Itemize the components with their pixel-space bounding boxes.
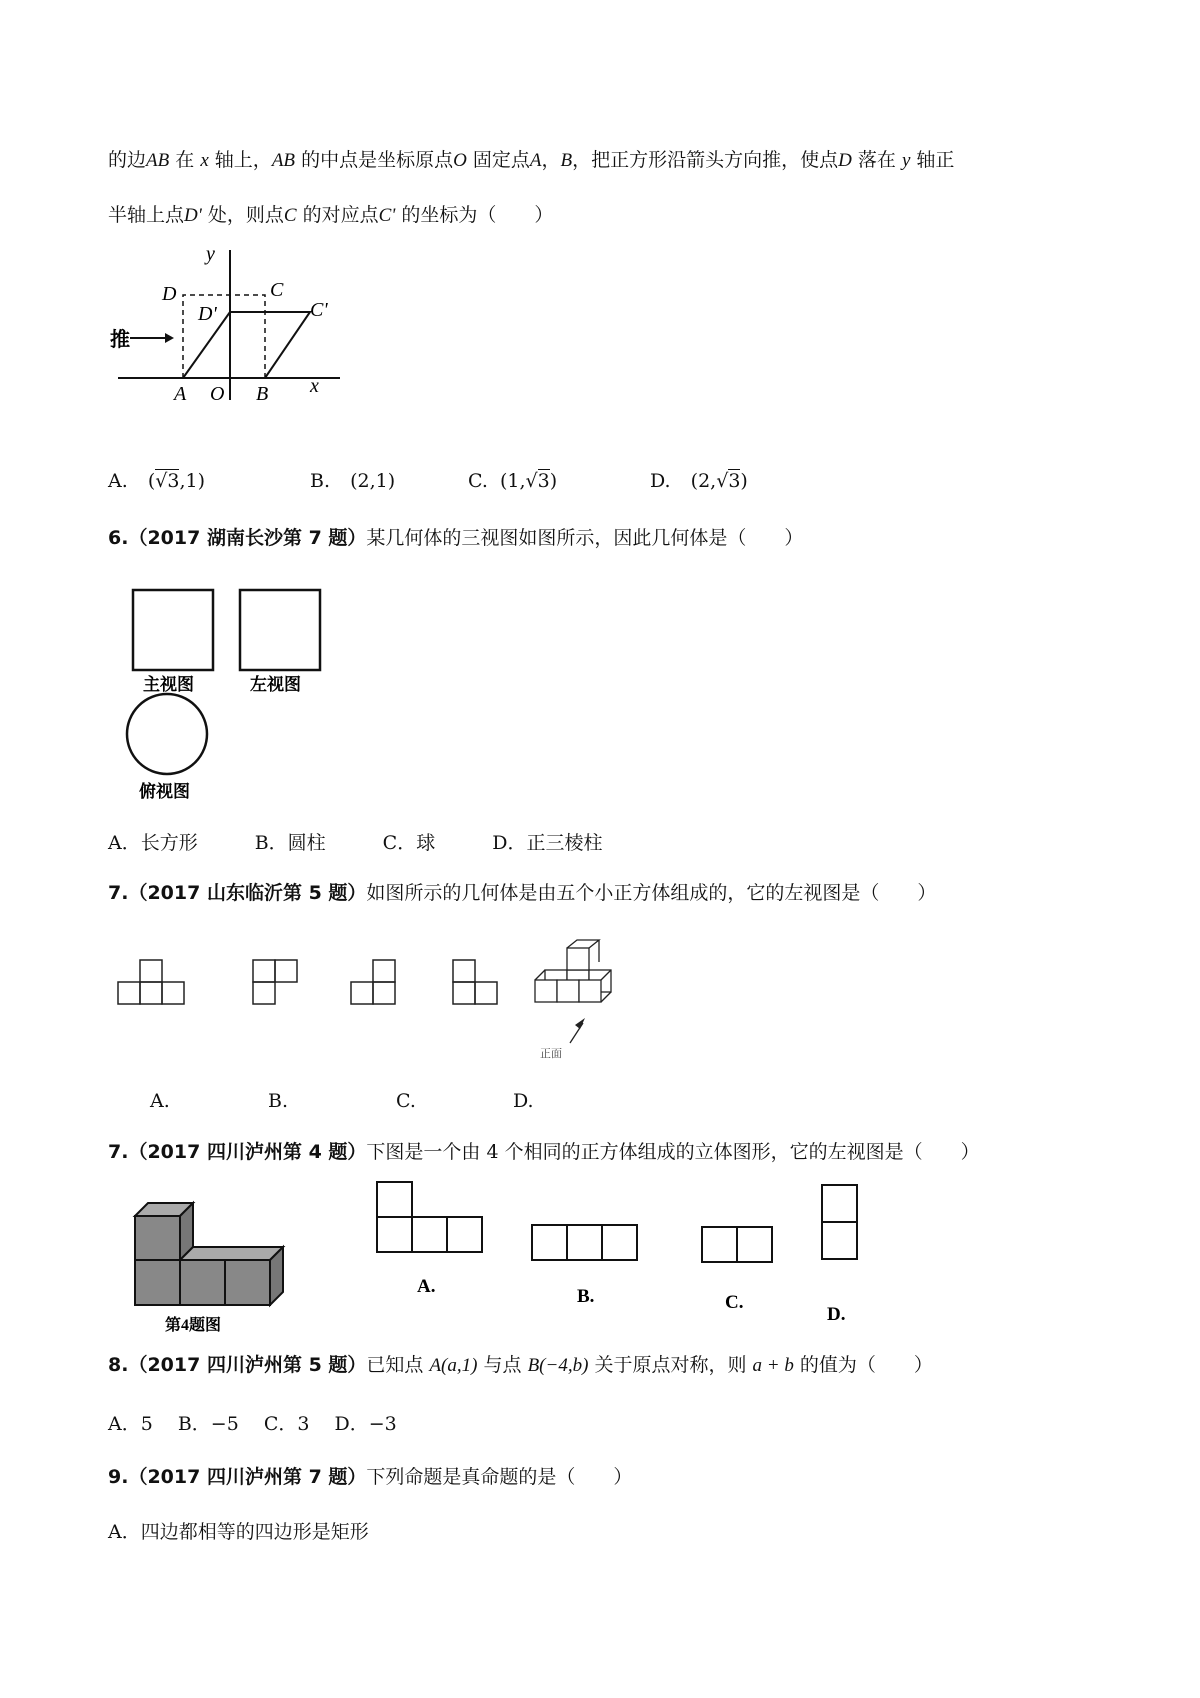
q7b-option-d-view [822, 1185, 857, 1259]
q9-option-a: A．四边都相等的四边形是矩形 [108, 1521, 369, 1543]
q7a-option-d-view [453, 960, 497, 1004]
q8-options: A．5 B．−5 C．3 D．−3 [108, 1413, 397, 1435]
q7b-option-b-view [532, 1225, 637, 1260]
q7b-question: 7.（2017 四川泸州第 4 题）下图是一个由 4 个相同的正方体组成的立体图形，它的左视图是（ ） [108, 1141, 980, 1163]
label-Dp: D' [198, 303, 217, 325]
label-x: x [310, 375, 319, 397]
q5-line2: 半轴上点D' 处，则点C 的对应点C' 的坐标为（ ） [108, 204, 554, 226]
q5-line1: 的边AB 在 x 轴上，AB 的中点是坐标原点O 固定点A，B，把正方形沿箭头方向推，使点D 落在 y 轴正 [108, 149, 955, 171]
label-O: O [210, 383, 225, 405]
original-square [183, 295, 265, 378]
q5-option-b: B. (2,1) [310, 470, 396, 492]
top-view-circle [127, 694, 207, 774]
q6-options: A．长方形 B．圆柱 C．球 D．正三棱柱 [108, 832, 603, 854]
label-B: B [256, 383, 269, 405]
push-label: 推 [110, 329, 130, 351]
q7b-figures [125, 1180, 885, 1340]
q7b-label-a: A. [417, 1276, 436, 1297]
caption-front: 主视图 [143, 675, 194, 694]
q7a-figures [115, 935, 675, 1065]
q7b-fig-caption: 第4题图 [165, 1317, 222, 1334]
q7b-label-b: B. [577, 1286, 595, 1307]
caption-left: 左视图 [250, 675, 301, 694]
q7b-option-a-view [377, 1182, 482, 1252]
caption-top: 俯视图 [139, 782, 190, 801]
q7b-label-c: C. [725, 1292, 744, 1313]
q7a-label-a: A. [150, 1090, 170, 1112]
q9-question: 9.（2017 四川泸州第 7 题）下列命题是真命题的是（ ） [108, 1466, 633, 1488]
q7a-option-a-view [118, 960, 184, 1004]
q6-three-views [125, 585, 345, 815]
q7a-label-b: B. [268, 1090, 289, 1112]
q5-option-c: C. (1,√3) [468, 470, 558, 492]
label-C: C [270, 279, 284, 301]
label-Cp: C' [310, 299, 328, 321]
front-view-square [133, 590, 213, 670]
q7a-option-b-view [253, 960, 297, 1004]
q7a-solid [535, 940, 611, 1002]
q5-coordinate-figure [110, 240, 360, 410]
left-view-square [240, 590, 320, 670]
q6-question: 6.（2017 湖南长沙第 7 题）某几何体的三视图如图所示，因此几何体是（ ） [108, 527, 804, 549]
q7a-question: 7.（2017 山东临沂第 5 题）如图所示的几何体是由五个小正方体组成的，它的左视图是（ ） [108, 882, 937, 904]
q8-question: 8.（2017 四川泸州第 5 题）已知点 A(a,1) 与点 B(−4,b) 关于原点对称，则 a + b 的值为（ ） [108, 1354, 933, 1376]
q7a-option-c-view [351, 960, 395, 1004]
label-A: A [174, 383, 187, 405]
label-y: y [206, 243, 215, 265]
q7b-option-c-view [702, 1227, 772, 1262]
q5-option-a: A. (√3,1) [108, 470, 205, 492]
q5-option-d: D. (2,√3) [650, 470, 748, 492]
q7b-label-d: D. [827, 1304, 846, 1325]
label-D: D [162, 283, 177, 305]
arrow-label-front: 正面 [540, 1048, 562, 1060]
q7a-label-c: C. [396, 1090, 416, 1112]
q7b-solid [135, 1203, 283, 1305]
q7a-label-d: D. [513, 1090, 534, 1112]
